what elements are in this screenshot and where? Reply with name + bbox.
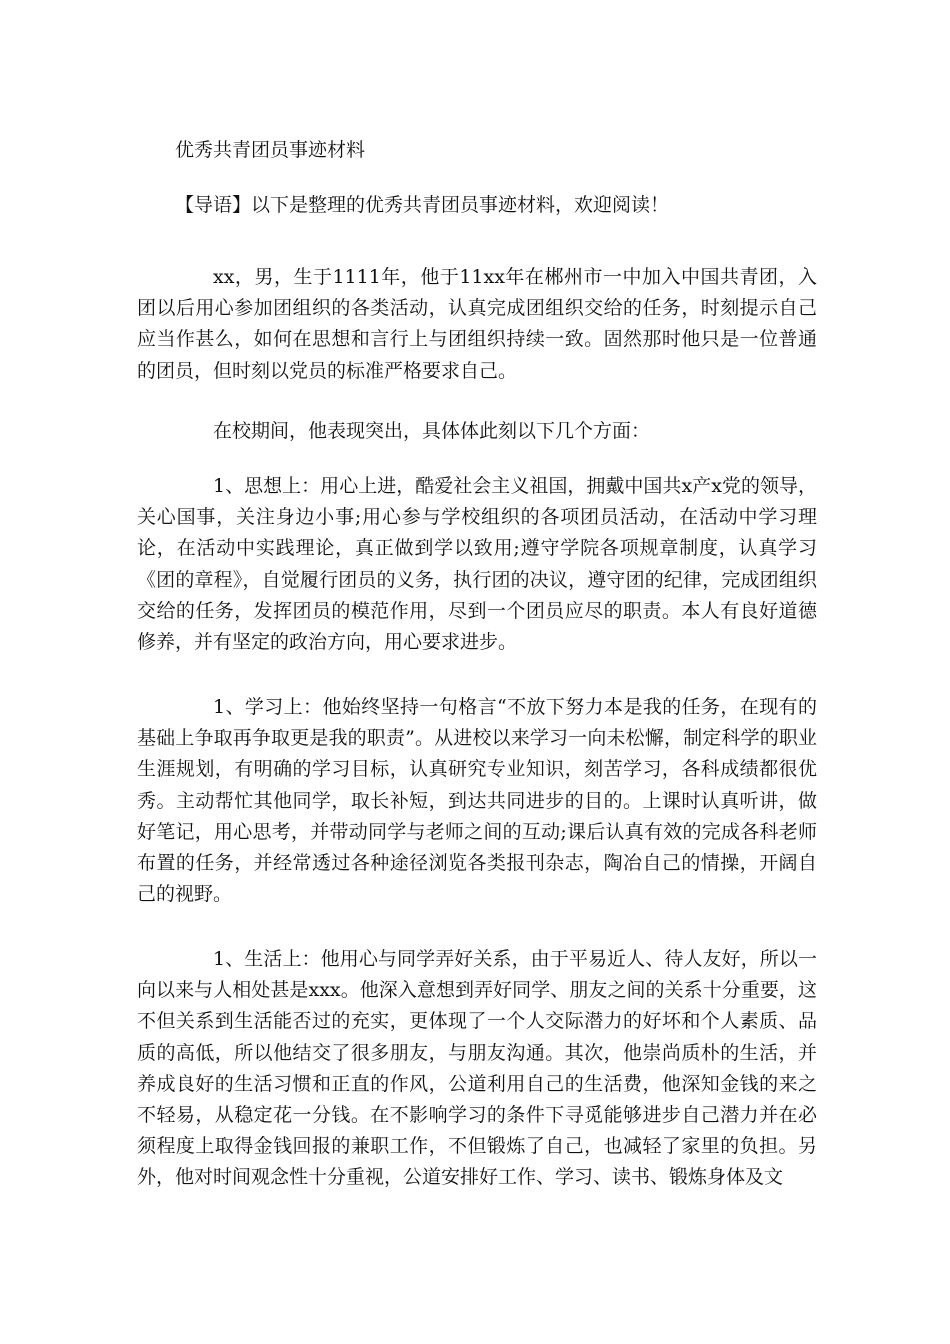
paragraph-life: 1、生活上：他用心与同学弄好关系，由于平易近人、待人友好，所以一向以来与人相处甚是xxx。他深入意想到弄好同学、朋友之间的关系十分重要，这不但关系到生活能否过的充实，更体现了一个人交际潜力的好坏和个人素质、品质的高低，所以他结交了很多朋友，与朋友沟通。其次，他崇尚质朴的生活，并养成良好的生活习惯和正直的作风，公道利用自己的生活费，他深知金钱的来之不轻易，从稳定花一分钱。在不影响学习的条件下寻觅能够进步自己潜力并在必须程度上取得金钱回报的兼职工作，不但锻炼了自己，也减轻了家里的负担。另外，他对时间观念性十分重视，公道安排好工作、学习、读书、锻炼身体及文 — [137, 948, 817, 1189]
paragraph-ideology: 1、思想上：用心上进，酷爱社会主义祖国，拥戴中国共x产x党的领导，关心国事，关注身边小事;用心参与学校组织的各项团员活动，在活动中学习理论，在活动中实践理论，真正做到学以致用;遵守学院各项规章制度，认真学习《团的章程》，自觉履行团员的义务，执行团的决议，遵守团的纪律，完成团组织交给的任务，发挥团员的模范作用，尽到一个团员应尽的职责。本人有良好道德修养，并有坚定的政治方向，用心要求进步。 — [137, 475, 817, 654]
document-title: 优秀共青团员事迹材料 — [175, 139, 366, 161]
paragraph-school-period: 在校期间，他表现突出，具体体此刻以下几个方面： — [213, 420, 651, 442]
paragraph-study: 1、学习上：他始终坚持一句格言“不放下努力本是我的任务，在现有的基础上争取再争取更是我的职责”。从进校以来学习一向未松懈，制定科学的职业生涯规划，有明确的学习目标，认真研究专业知识，刻苦学习，各科成绩都很优秀。主动帮忙其他同学，取长补短，到达共同进步的目的。上课时认真听讲，做好笔记，用心思考，并带动同学与老师之间的互动;课后认真有效的完成各科老师布置的任务，并经常透过各种途径浏览各类报刊杂志，陶冶自己的情操，开阔自己的视野。 — [137, 696, 817, 906]
document-intro: 【导语】以下是整理的优秀共青团员事迹材料，欢迎阅读！ — [175, 194, 670, 216]
paragraph-profile: xx，男，生于1111年，他于11xx年在郴州市一中加入中国共青团，入团以后用心参加团组织的各类活动，认真完成团组织交给的任务，时刻提示自己应当作甚么，如何在思想和言行上与团组织持续一致。固然那时他只是一位普通的团员，但时刻以党员的标准严格要求自己。 — [137, 266, 817, 382]
